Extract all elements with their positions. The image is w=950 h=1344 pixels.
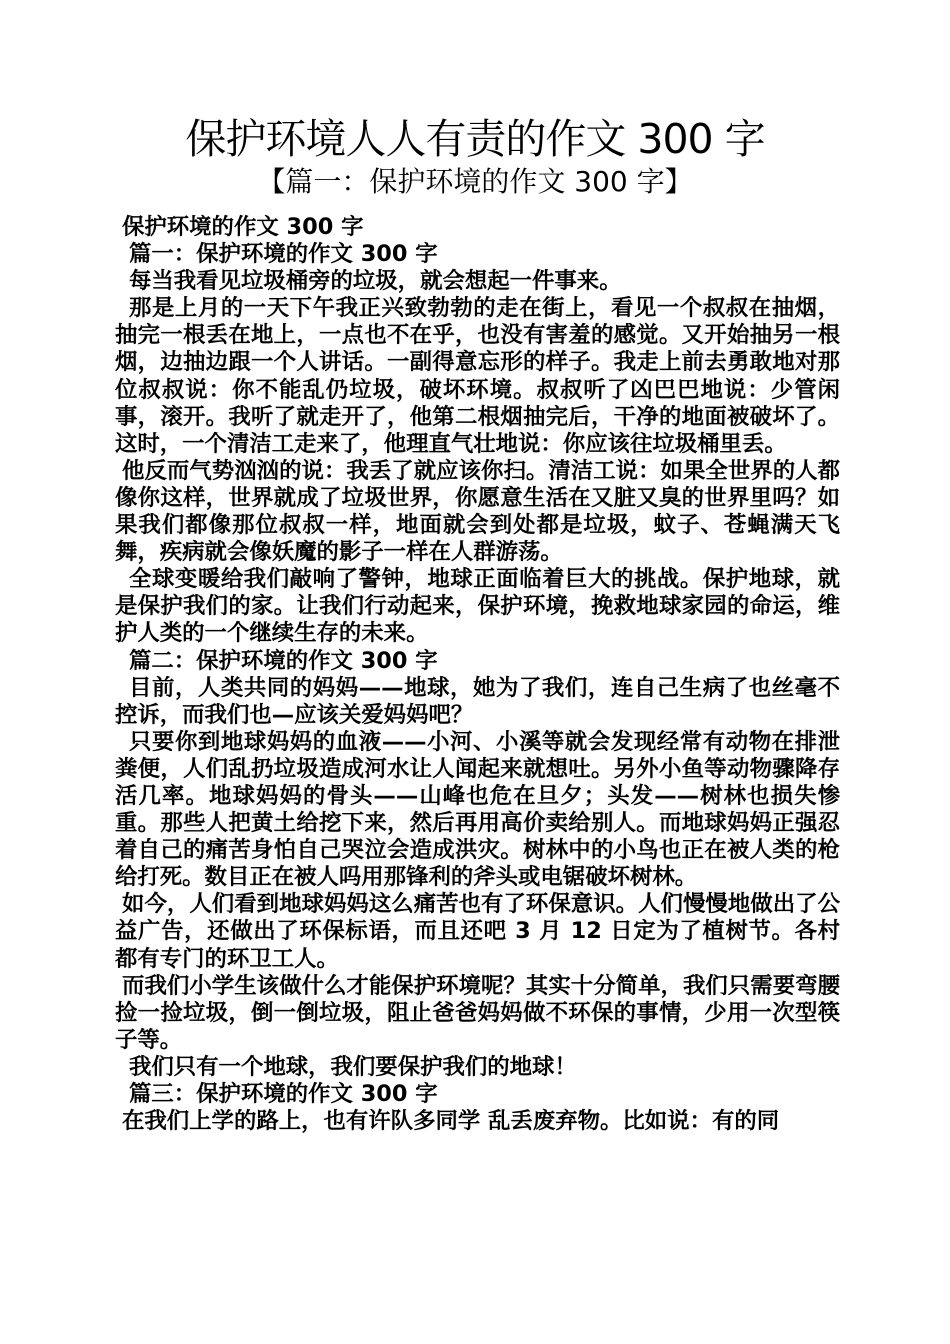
paragraph: 篇一：保护环境的作文 300 字 bbox=[129, 241, 438, 268]
paragraph: 我们只有一个地球，我们要保护我们的地球！ bbox=[129, 1053, 577, 1080]
paragraph: 目前，人类共同的妈妈——地球，她为了我们，连自己生病了也丝毫不控诉，而我们也—应该关爱妈妈吧？ bbox=[115, 674, 840, 728]
paragraph: 篇二：保护环境的作文 300 字 bbox=[129, 647, 438, 674]
paragraph: 而我们小学生该做什么才能保护环境呢？其实十分简单，我们只需要弯腰捡一捡垃圾，倒一倒垃圾，阻止爸爸妈妈做不环保的事情，少用一次型筷子等。 bbox=[115, 972, 840, 1053]
document-subtitle: 【篇一：保护环境的作文 300 字】 bbox=[257, 165, 693, 198]
paragraph: 那是上月的一天下午我正兴致勃勃的走在街上，看见一个叔叔在抽烟，抽完一根丢在地上，一点也不在乎，也没有害羞的感觉。又开始抽另一根烟，边抽边跟一个人讲话。一副得意忘形的样子。我走上前去勇敢地对那位叔叔说：你不能乱仍垃圾，破坏环境。叔叔听了凶巴巴地说：少管闲事，滚开。我听了就走开了，他第二根烟抽完后，干净的地面被破坏了。这时，一个清洁工走来了，他理直气壮地说：你应该往垃圾桶里丢。 bbox=[115, 295, 840, 457]
document-body bbox=[115, 214, 840, 1135]
paragraph: 每当我看见垃圾桶旁的垃圾，就会想起一件事来。 bbox=[129, 268, 622, 295]
paragraph: 保护环境的作文 300 字 bbox=[122, 214, 364, 240]
paragraph: 全球变暖给我们敲响了警钟，地球正面临着巨大的挑战。保护地球，就是保护我们的家。让我们行动起来，保护环境，挽救地球家园的命运，维护人类的一个继续生存的未来。 bbox=[115, 566, 840, 647]
document-title: 保护环境人人有责的作文 300 字 bbox=[185, 115, 765, 163]
paragraph: 只要你到地球妈妈的血液——小河、小溪等就会发现经常有动物在排泄粪便，人们乱扔垃圾造成河水让人闻起来就想吐。另外小鱼等动物骤降存活几率。地球妈妈的骨头——山峰也危在旦夕；头发——树林也损失惨重。那些人把黄土给挖下来，然后再用高价卖给别人。而地球妈妈正强忍着自己的痛苦身怕自己哭泣会造成洪灾。树林中的小鸟也正在被人类的枪给打死。数目正在被人吗用那锋利的斧头或电锯破坏树林。 bbox=[115, 728, 840, 891]
paragraph: 篇三：保护环境的作文 300 字 bbox=[129, 1081, 438, 1107]
paragraph: 在我们上学的路上，也有许队多同学 乱丢废弃物。比如说：有的同 bbox=[122, 1108, 780, 1135]
paragraph: 如今，人们看到地球妈妈这么痛苦也有了环保意识。人们慢慢地做出了公益广告，还做出了环保标语，而且还吧 3 月 12 日定为了植树节。各村都有专门的环卫工人。 bbox=[115, 891, 840, 972]
paragraph: 他反而气势汹汹的说：我丢了就应该你扫。清洁工说：如果全世界的人都像你这样，世界就成了垃圾世界，你愿意生活在又脏又臭的世界里吗？如果我们都像那位叔叔一样，地面就会到处都是垃圾，蚊子、苍蝇满天飞舞，疾病就会像妖魔的影子一样在人群游荡。 bbox=[115, 457, 840, 566]
